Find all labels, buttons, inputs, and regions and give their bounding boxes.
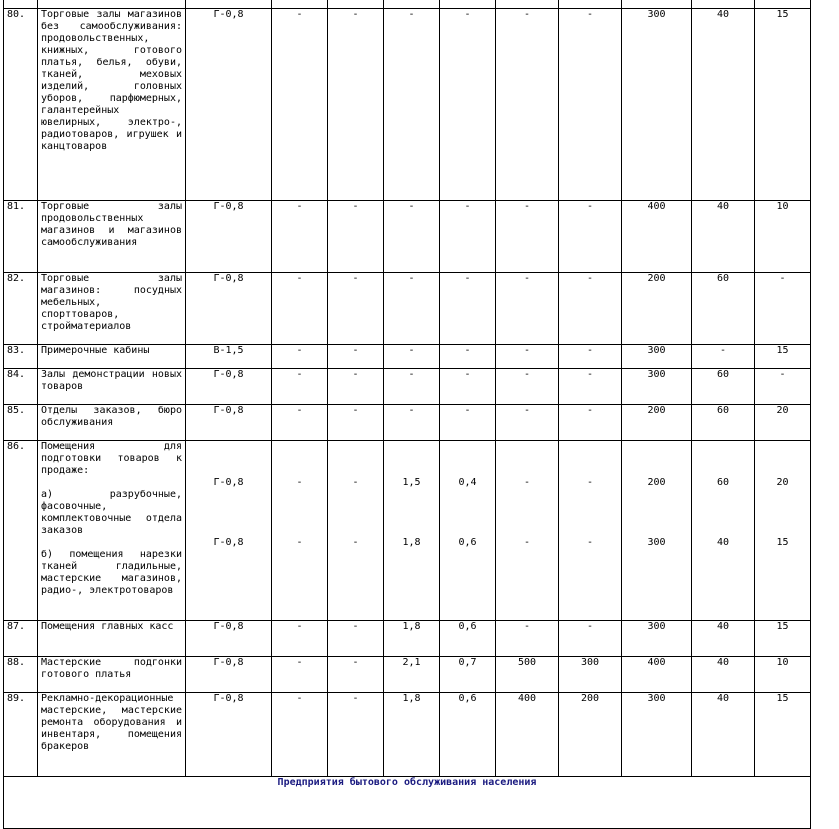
table-row [4, 693, 811, 777]
cell: Г-0,8 [186, 405, 272, 441]
table-row [4, 657, 811, 693]
cell: - [272, 9, 328, 201]
cell: 60 [692, 273, 755, 345]
value-a: - [296, 477, 303, 488]
value-b: 15 [776, 537, 789, 548]
cell: - [559, 345, 622, 369]
room-subitem-b: б) помещения нарезки тканей гладильные, мастерские магазинов, радио-, электротоваров [41, 549, 182, 596]
cell: - [440, 9, 496, 201]
cell: В-1,5 [186, 345, 272, 369]
cell: - [272, 621, 328, 657]
cell [328, 441, 384, 621]
cell: - [272, 369, 328, 405]
value-a: 0,4 [458, 477, 477, 488]
cell: - [328, 693, 384, 777]
norms-table [3, 0, 811, 829]
cell [496, 441, 559, 621]
cell [692, 441, 755, 621]
value-a: - [586, 477, 594, 488]
cell: - [559, 621, 622, 657]
value-a: 60 [716, 477, 730, 488]
table-row [4, 405, 811, 441]
cell: 300 [622, 693, 692, 777]
cell: - [496, 405, 559, 441]
room-name: Помещения главных касс [38, 621, 186, 657]
value-b: Г-0,8 [213, 537, 244, 548]
cell: - [384, 405, 440, 441]
cell: - [559, 369, 622, 405]
cell: 1,8 [384, 621, 440, 657]
cell: 60 [692, 405, 755, 441]
cell: 0,7 [440, 657, 496, 693]
cell: Г-0,8 [186, 657, 272, 693]
value-b: 40 [716, 537, 730, 548]
cell: 0,6 [440, 693, 496, 777]
row-number: 81. [4, 201, 38, 273]
cell: 40 [692, 201, 755, 273]
cell [755, 441, 811, 621]
cell: - [692, 345, 755, 369]
cell [186, 441, 272, 621]
cell: - [384, 369, 440, 405]
cell: - [440, 273, 496, 345]
row-number: 83. [4, 345, 38, 369]
cell: 40 [692, 693, 755, 777]
row-number: 80. [4, 9, 38, 201]
cell: - [328, 201, 384, 273]
room-name: Мастерские подгонки готового платья [38, 657, 186, 693]
cell: 15 [755, 9, 811, 201]
cell: 10 [755, 657, 811, 693]
cell: - [559, 405, 622, 441]
cell: Г-0,8 [186, 693, 272, 777]
room-name: Торговые залы магазинов без самообслуживания: продовольственных, книжных, готового платья, белья, обуви, тканей, меховых изделий, головных уборов, парфюмерных, галантерейных ювелирных, электро-, радиотоваров, игрушек и канцтоваров [38, 9, 186, 201]
cell: - [440, 369, 496, 405]
cell: 1,8 [384, 693, 440, 777]
cell: - [384, 201, 440, 273]
cell: 400 [622, 657, 692, 693]
cell: - [328, 273, 384, 345]
cell: - [559, 273, 622, 345]
section-row [4, 777, 811, 829]
cell: - [328, 369, 384, 405]
cell: 15 [755, 693, 811, 777]
cell: 300 [622, 9, 692, 201]
cell: Г-0,8 [186, 273, 272, 345]
cell [272, 441, 328, 621]
cell: - [496, 369, 559, 405]
cell: Г-0,8 [186, 369, 272, 405]
value-b: - [586, 537, 594, 548]
room-name: Рекламно-декорационные мастерские, мастерские ремонта оборудования и инвентаря, помещения бракеров [38, 693, 186, 777]
cell: 15 [755, 345, 811, 369]
cell: - [272, 657, 328, 693]
cell: - [440, 345, 496, 369]
cell: 0,6 [440, 621, 496, 657]
cell: - [384, 273, 440, 345]
cell: - [440, 201, 496, 273]
row-number: 82. [4, 273, 38, 345]
cell: 300 [559, 657, 622, 693]
value-a: 1,5 [402, 477, 421, 488]
cell: 40 [692, 9, 755, 201]
table-row [4, 0, 811, 9]
cell: - [496, 273, 559, 345]
cell: - [272, 273, 328, 345]
value-b: 300 [647, 537, 666, 548]
cell: 200 [622, 273, 692, 345]
cell: - [328, 621, 384, 657]
value-a: - [352, 477, 359, 488]
value-a: Г-0,8 [213, 477, 244, 488]
cell: - [559, 201, 622, 273]
cell: 300 [622, 621, 692, 657]
table-row [4, 345, 811, 369]
cell: 200 [622, 405, 692, 441]
cell: 500 [496, 657, 559, 693]
cell: - [272, 201, 328, 273]
value-b: 0,6 [458, 537, 477, 548]
table-row [4, 201, 811, 273]
cell: 20 [755, 405, 811, 441]
room-name: Залы демонстрации новых товаров [38, 369, 186, 405]
cell: 200 [559, 693, 622, 777]
cell: - [755, 369, 811, 405]
value-a: 20 [776, 477, 789, 488]
cell: - [384, 345, 440, 369]
cell [559, 441, 622, 621]
room-name: Отделы заказов, бюро обслуживания [38, 405, 186, 441]
cell: 40 [692, 657, 755, 693]
cell: 300 [622, 345, 692, 369]
cell: - [272, 405, 328, 441]
table-row [4, 9, 811, 201]
cell: 60 [692, 369, 755, 405]
cell: 300 [622, 369, 692, 405]
cell: 10 [755, 201, 811, 273]
table-row [4, 621, 811, 657]
cell: - [328, 657, 384, 693]
cell: 40 [692, 621, 755, 657]
cell: 2,1 [384, 657, 440, 693]
cell: 400 [622, 201, 692, 273]
value-a: - [523, 477, 531, 488]
cell: Г-0,8 [186, 621, 272, 657]
cell: 400 [496, 693, 559, 777]
cell: - [496, 621, 559, 657]
table-row [4, 441, 811, 621]
row-number: 84. [4, 369, 38, 405]
value-b: - [296, 537, 303, 548]
row-number: 87. [4, 621, 38, 657]
cell: Г-0,8 [186, 201, 272, 273]
table-row [4, 369, 811, 405]
cell [384, 441, 440, 621]
cell: - [272, 693, 328, 777]
cell: - [328, 345, 384, 369]
section-heading: Предприятия бытового обслуживания населения [4, 777, 811, 829]
cell: - [496, 9, 559, 201]
value-a: 200 [647, 477, 666, 488]
cell: - [496, 201, 559, 273]
row-number: 89. [4, 693, 38, 777]
table-row [4, 273, 811, 345]
row-number: 86. [4, 441, 38, 621]
value-b: - [352, 537, 359, 548]
cell: - [755, 273, 811, 345]
room-subitem-a: а) разрубочные, фасовочные, комплектовочные отдела заказов [41, 489, 182, 536]
cell: - [440, 405, 496, 441]
room-name: Примерочные кабины [38, 345, 186, 369]
cell: - [328, 405, 384, 441]
room-name: Торговые залы магазинов: посудных мебельных, спорттоваров, стройматериалов [38, 273, 186, 345]
cell: 15 [755, 621, 811, 657]
cell: - [384, 9, 440, 201]
room-name: Торговые залы продовольственных магазинов и магазинов самообслуживания [38, 201, 186, 273]
cell: Г-0,8 [186, 9, 272, 201]
cell: - [272, 345, 328, 369]
row-number: 88. [4, 657, 38, 693]
room-name-cell [38, 441, 186, 621]
cell: - [496, 345, 559, 369]
value-b: 1,8 [402, 537, 421, 548]
cell: - [559, 9, 622, 201]
room-name: Помещения для подготовки товаров к продаже: [41, 441, 182, 476]
cell [622, 441, 692, 621]
row-number: 85. [4, 405, 38, 441]
cell: - [328, 9, 384, 201]
value-b: - [523, 537, 531, 548]
cell [440, 441, 496, 621]
